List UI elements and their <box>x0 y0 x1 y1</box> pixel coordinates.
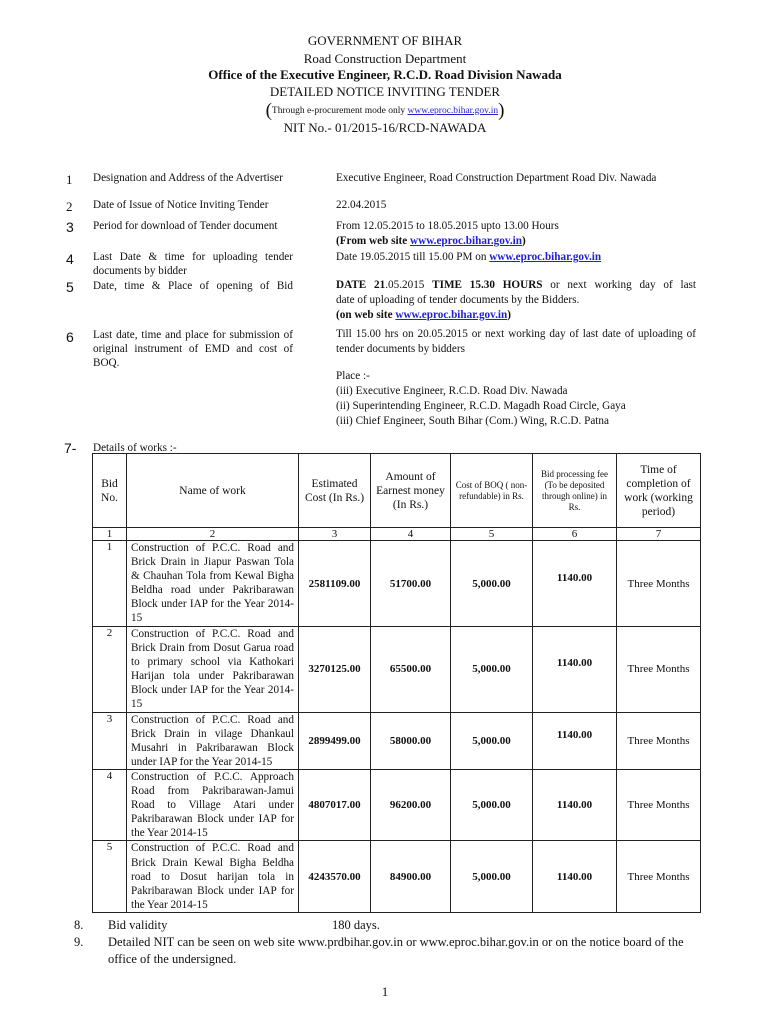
processing-fee: 1140.00 <box>533 841 617 913</box>
page-number: 1 <box>381 984 389 999</box>
header-bid-no: Bid No. <box>93 454 127 528</box>
boq-cost: 5,000.00 <box>451 541 533 627</box>
header-emd: Amount of Earnest money (In Rs.) <box>371 454 451 528</box>
earnest-money: 84900.00 <box>371 841 451 913</box>
work-name: Construction of P.C.C. Approach Road from Pakribarawan-Jamui Road to Village Atari under Pakribarawan Block under IAP for the Year 2014-15 <box>127 769 299 840</box>
table-row <box>93 627 701 713</box>
item-value-line: DATE 21.05.2015 TIME 15.30 HOURS or next working day of last <box>336 279 696 291</box>
boq-cost: 5,000.00 <box>451 841 533 913</box>
earnest-money: 58000.00 <box>371 712 451 769</box>
completion-time: Three Months <box>617 712 701 769</box>
header-name: Name of work <box>127 454 299 528</box>
item-number: 7- <box>64 440 77 456</box>
item-value: Till 15.00 hrs on 20.05.2015 or next working day of last date of uploading of tender documents by bidders <box>336 328 696 355</box>
item-value-line: date of uploading of tender documents by the Bidders. <box>336 294 580 306</box>
boq-cost: 5,000.00 <box>451 712 533 769</box>
table-row <box>93 541 701 627</box>
estimated-cost: 4807017.00 <box>299 769 371 840</box>
header-cost: Estimated Cost (In Rs.) <box>299 454 371 528</box>
item-number: 4 <box>66 251 74 267</box>
item-label: Date, time & Place of opening of Bid <box>93 280 293 292</box>
colnum: 4 <box>371 528 451 541</box>
header-procurement-line: (Through e-procurement mode only www.eproc.bihar.gov.in) <box>265 100 505 121</box>
item-number: 3 <box>66 219 74 235</box>
processing-fee: 1140.00 <box>533 769 617 840</box>
item-label: Details of works :- <box>93 442 177 454</box>
colnum: 7 <box>617 528 701 541</box>
table-row <box>93 712 701 769</box>
header-government: GOVERNMENT OF BIHAR <box>307 33 463 48</box>
item-number: 9. <box>74 935 84 949</box>
place-line: (iii) Chief Engineer, South Bihar (Com.) Wing, R.C.D. Patna <box>336 415 609 427</box>
processing-fee: 1140.00 <box>533 712 617 769</box>
detailed-nit-note: Detailed NIT can be seen on web site www.prdbihar.gov.in or www.eproc.bihar.gov.in or on the notice board of the office of the undersigned. <box>108 935 684 966</box>
work-name: Construction of P.C.C. Road and Brick Drain in Jiapur Paswan Tola & Chauhan Tola from Kewal Bigha Beldha road under Pakribarawan Block under IAP for the Year 2014-15 <box>127 541 299 627</box>
item-label: Designation and Address of the Advertiser <box>93 172 283 184</box>
bid-no: 3 <box>93 712 127 769</box>
header-office: Office of the Executive Engineer, R.C.D. Road Division Nawada <box>208 67 562 82</box>
completion-time: Three Months <box>617 841 701 913</box>
bid-no: 1 <box>93 541 127 627</box>
earnest-money: 51700.00 <box>371 541 451 627</box>
table-colnum-row <box>93 528 701 541</box>
submission-places <box>336 369 716 429</box>
eproc-link[interactable]: www.eproc.bihar.gov.in <box>395 309 508 321</box>
colnum: 3 <box>299 528 371 541</box>
item-label: Period for download of Tender document <box>93 220 278 232</box>
boq-cost: 5,000.00 <box>451 769 533 840</box>
procurement-link[interactable]: www.eproc.bihar.gov.in <box>407 106 499 116</box>
item-value-line: From 12.05.2015 to 18.05.2015 upto 13.00 Hours <box>336 220 559 232</box>
estimated-cost: 4243570.00 <box>299 841 371 913</box>
table-row <box>93 841 701 913</box>
item-number: 6 <box>66 329 74 345</box>
table-row <box>93 769 701 840</box>
estimated-cost: 2899499.00 <box>299 712 371 769</box>
procurement-text: Through e-procurement mode only <box>271 106 408 116</box>
eproc-link[interactable]: www.eproc.bihar.gov.in <box>410 235 522 247</box>
completion-time: Three Months <box>617 769 701 840</box>
header-notice-title: DETAILED NOTICE INVITING TENDER <box>269 84 501 99</box>
item-label: Last Date & time for uploading tender documents by bidder <box>93 251 293 277</box>
header-time: Time of completion of work (working period) <box>617 454 701 528</box>
estimated-cost: 2581109.00 <box>299 541 371 627</box>
completion-time: Three Months <box>617 627 701 713</box>
bid-validity-value: 180 days. <box>332 918 380 932</box>
eproc-link[interactable]: www.eproc.bihar.gov.in <box>489 251 602 263</box>
works-table <box>92 453 701 913</box>
bid-no: 4 <box>93 769 127 840</box>
boq-cost: 5,000.00 <box>451 627 533 713</box>
item-label: Date of Issue of Notice Inviting Tender <box>93 199 269 211</box>
bid-no: 2 <box>93 627 127 713</box>
place-title: Place :- <box>336 370 370 382</box>
estimated-cost: 3270125.00 <box>299 627 371 713</box>
colnum: 6 <box>533 528 617 541</box>
completion-time: Three Months <box>617 541 701 627</box>
work-name: Construction of P.C.C. Road and Brick Drain in vilage Dhankaul Musahri in Pakribarawan Block under IAP for the Year 2014-15 <box>127 712 299 769</box>
colnum: 2 <box>127 528 299 541</box>
item-value: Executive Engineer, Road Construction Department Road Div. Nawada <box>336 172 657 184</box>
header-department: Road Construction Department <box>303 51 467 66</box>
header-fee: Bid processing fee (To be deposited through online) in Rs. <box>533 454 617 528</box>
item-number: 5 <box>66 279 74 295</box>
work-name: Construction of P.C.C. Road and Brick Drain from Dosut Garua road to primary school via Kathokari Harijan tola under Pakribarawan Block under IAP for the Year 2014-15 <box>127 627 299 713</box>
nit-number: NIT No.- 01/2015-16/RCD-NAWADA <box>283 120 487 135</box>
item-value <box>336 278 696 323</box>
item-number: 8. <box>74 918 84 932</box>
item-value <box>336 219 716 249</box>
item-value: 22.04.2015 <box>336 199 387 211</box>
bid-no: 5 <box>93 841 127 913</box>
earnest-money: 65500.00 <box>371 627 451 713</box>
bid-validity-label: Bid validity <box>108 918 168 932</box>
item-number: 2 <box>66 199 73 214</box>
earnest-money: 96200.00 <box>371 769 451 840</box>
item-value: Date 19.05.2015 till 15.00 PM on www.eproc.bihar.gov.in <box>336 251 602 263</box>
colnum: 1 <box>93 528 127 541</box>
table-header-row <box>93 454 701 528</box>
processing-fee: 1140.00 <box>533 627 617 713</box>
place-line: (iii) Executive Engineer, R.C.D. Road Div. Nawada <box>336 385 568 397</box>
item-number: 1 <box>66 172 73 187</box>
processing-fee: 1140.00 <box>533 541 617 627</box>
header-boq: Cost of BOQ ( non-refundable) in Rs. <box>451 454 533 528</box>
work-name: Construction of P.C.C. Road and Brick Drain Kewal Bigha Beldha road to Dosut harijan tola in Pakribarawan Block under IAP for the Year 2014-15 <box>127 841 299 913</box>
place-line: (ii) Superintending Engineer, R.C.D. Magadh Road Circle, Gaya <box>336 400 626 412</box>
item-label: Last date, time and place for submission of original instrument of EMD and cost of BOQ. <box>93 329 293 369</box>
colnum: 5 <box>451 528 533 541</box>
item-value-line: (on web site www.eproc.bihar.gov.in) <box>336 309 511 321</box>
item-value-line: (From web site www.eproc.bihar.gov.in) <box>336 235 526 247</box>
